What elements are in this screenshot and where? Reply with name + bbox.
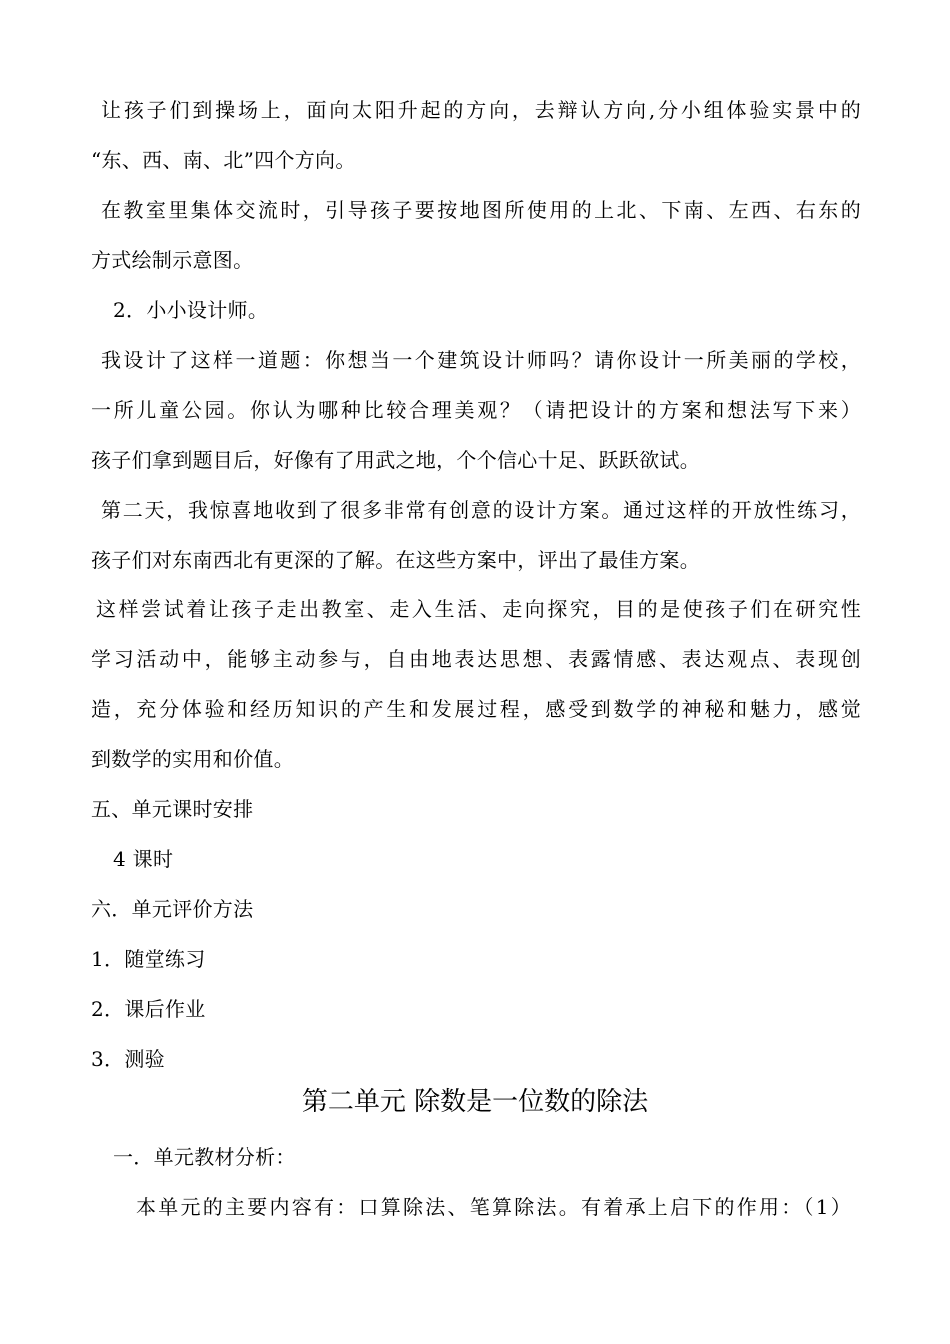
paragraph-line: 方式绘制示意图。 (91, 248, 254, 272)
paragraph-line: 孩子们对东南西北有更深的了解。在这些方案中，评出了最佳方案。 (91, 548, 700, 572)
paragraph-line: 第二天，我惊喜地收到了很多非常有创意的设计方案。通过这样的开放性练习， (101, 498, 861, 522)
paragraph-line: 学习活动中，能够主动参与，自由地表达思想、表露情感、表达观点、表现创 (91, 647, 861, 671)
paragraph-line: 我设计了这样一道题：你想当一个建筑设计师吗？请你设计一所美丽的学校， (101, 348, 861, 372)
paragraph-line: 造，充分体验和经历知识的产生和发展过程，感受到数学的神秘和魅力，感觉 (91, 697, 861, 721)
paragraph-line: 4 课时 (113, 847, 174, 871)
list-item: 1．随堂练习 (91, 947, 206, 971)
paragraph-line: 在教室里集体交流时，引导孩子要按地图所使用的上北、下南、左西、右东的 (101, 198, 861, 222)
paragraph-line: 这样尝试着让孩子走出教室、走入生活、走向探究，目的是使孩子们在研究性 (96, 597, 861, 621)
unit-heading: 第二单元 除数是一位数的除法 (301, 1087, 649, 1117)
paragraph-line: 孩子们拿到题目后，好像有了用武之地，个个信心十足、跃跃欲试。 (91, 448, 700, 472)
paragraph-line: 一所儿童公园。你认为哪种比较合理美观？（请把设计的方案和想法写下来） (91, 398, 861, 422)
paragraph-line: “东、西、南、北”四个方向。 (91, 148, 356, 172)
section-title: 一．单元教材分析： (113, 1145, 296, 1169)
section-title: 五、单元课时安排 (91, 797, 254, 821)
list-item: 2．课后作业 (91, 997, 206, 1021)
subsection-title: 2．小小设计师。 (113, 298, 269, 322)
paragraph-line: 让孩子们到操场上，面向太阳升起的方向，去辩认方向,分小组体验实景中的 (101, 98, 861, 122)
section-title: 六．单元评价方法 (91, 897, 254, 921)
paragraph-line: 本单元的主要内容有：口算除法、笔算除法。有着承上启下的作用：（1） (136, 1195, 851, 1219)
paragraph-line: 到数学的实用和价值。 (91, 747, 294, 771)
list-item: 3．测验 (91, 1047, 165, 1071)
